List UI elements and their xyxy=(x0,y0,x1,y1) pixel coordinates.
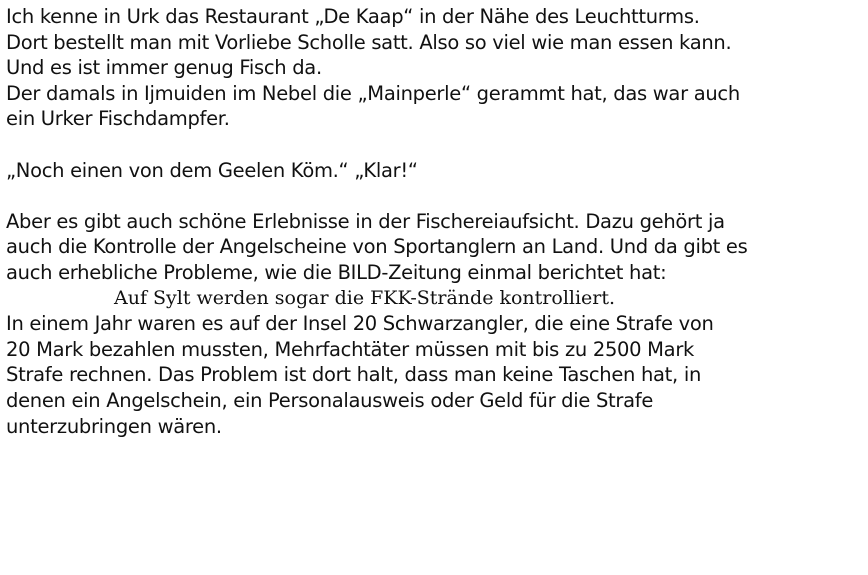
text-line: auch die Kontrolle der Angelscheine von Sportanglern an Land. Und da gibt es xyxy=(6,235,748,259)
document-page xyxy=(6,4,862,439)
text-line: Strafe rechnen. Das Problem ist dort halt, dass man keine Taschen hat, in xyxy=(6,363,702,387)
text-line: Dort bestellt man mit Vorliebe Scholle satt. Also so viel wie man essen kann. xyxy=(6,30,732,54)
text-line: ein Urker Fischdampfer. xyxy=(6,107,230,131)
text-line: 20 Mark bezahlen mussten, Mehrfachtäter müssen mit bis zu 2500 Mark xyxy=(6,337,695,361)
paragraph-dialogue xyxy=(6,158,862,184)
text-line: unterzubringen wären. xyxy=(6,414,222,438)
text-line: Ich kenne in Urk das Restaurant „De Kaap“ in der Nähe des Leuchtturms. xyxy=(6,5,700,28)
text-line: Aber es gibt auch schöne Erlebnisse in der Fischereiaufsicht. Dazu gehört ja xyxy=(6,209,725,233)
text-line: „Noch einen von dem Geelen Köm.“ „Klar!“ xyxy=(6,158,418,182)
newspaper-headline: Auf Sylt werden sogar die FKK-Strände kontrolliert. xyxy=(114,286,616,309)
text-line: In einem Jahr waren es auf der Insel 20 Schwarzangler, die eine Strafe von xyxy=(6,312,714,336)
paragraph-spacer xyxy=(6,132,862,158)
text-line: denen ein Angelschein, ein Personalausweis oder Geld für die Strafe xyxy=(6,388,654,412)
text-line: Der damals in Ijmuiden im Nebel die „Mainperle“ gerammt hat, das war auch xyxy=(6,81,740,105)
paragraph-fishery-control xyxy=(6,209,862,439)
text-line: Und es ist immer genug Fisch da. xyxy=(6,56,322,80)
text-line: auch erhebliche Probleme, wie die BILD-Zeitung einmal berichtet hat: xyxy=(6,260,667,284)
paragraph-urk-restaurant xyxy=(6,4,862,132)
paragraph-spacer xyxy=(6,183,862,209)
